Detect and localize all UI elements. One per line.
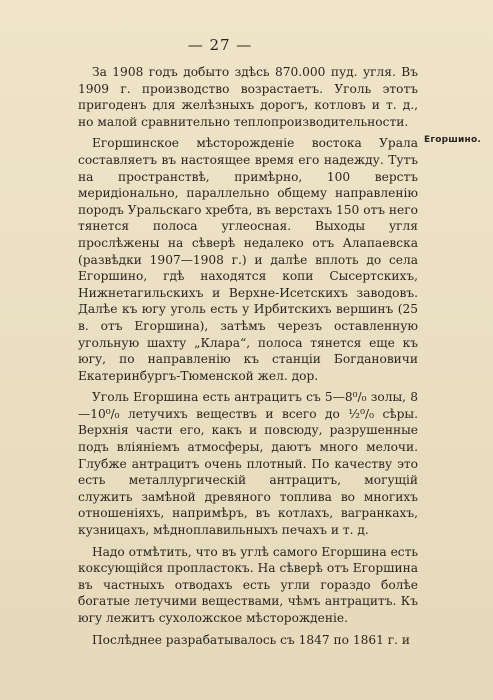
paragraph: Надо отмѣтить, что въ углѣ самого Егоршина есть коксующійся пропластокъ. На сѣверѣ отъ Егоршина въ частныхъ отводахъ есть угли гораздо болѣе богатые летучими веществами, чѣмъ антрацитъ. Къ югу лежитъ сухоложское мѣсторожденіе.	[78, 544, 418, 625]
paragraph: Послѣднее разрабатывалось съ 1847 по 1861 г. и	[92, 632, 411, 647]
paragraph: Егоршинское мѣсторожденіе востока Урала составляетъ въ настоящее время его надежду. Тутъ на пространствѣ, примѣрно, 100 верстъ меридіонально, параллельно общему направленію породъ Уральскаго хребта, въ верстахъ 150 отъ него тянется полоса углеосная. Выходы угля прослѣжены на сѣверѣ недалеко отъ Алапаевска (развѣдки 1907—1908 г.) и далѣе вплоть до села Егоршино, гдѣ находятся копи Сысертскихъ, Нижнетагильскихъ и Верхне-Исетскихъ заводовъ. Далѣе къ югу уголь есть у Ирбитскихъ вершинъ (25 в. отъ Егоршина), затѣмъ черезъ оставленную угольную шахту „Клара“, полоса тянется еще къ югу, по направленію къ станціи Богдановичи Екатеринбургъ-Тюменской жел. дор.	[78, 136, 418, 383]
margin-note: Егоршино.	[424, 135, 481, 145]
paragraph: Уголь Егоршина есть антрацитъ съ 5—8⁰/₀ золы, 8—10⁰/₀ летучихъ веществъ и всего до ½⁰/₀ сѣры. Верхнія части его, какъ и повсюду, разрушенные подъ вліяніемъ атмосферы, даютъ много мелочи. Глубже антрацитъ очень плотный. По качеству это есть металлургическій антрацитъ, могущій служить замѣной древяного топлива во многихъ отношеніяхъ, напримѣръ, въ котлахъ, вагранкахъ, кузницахъ, мѣдноплавильныхъ печахъ и т. д.	[78, 390, 418, 538]
paragraph: За 1908 годъ добыто здѣсь 870.000 пуд. угля. Въ 1909 г. производство возрастаетъ. Уголь этотъ пригоденъ для желѣзныхъ дорогъ, котловъ и т. д., но малой сравнительно теплопроизводительности.	[78, 65, 418, 129]
page-number: — 27 —	[187, 36, 253, 54]
body-text	[78, 64, 418, 653]
